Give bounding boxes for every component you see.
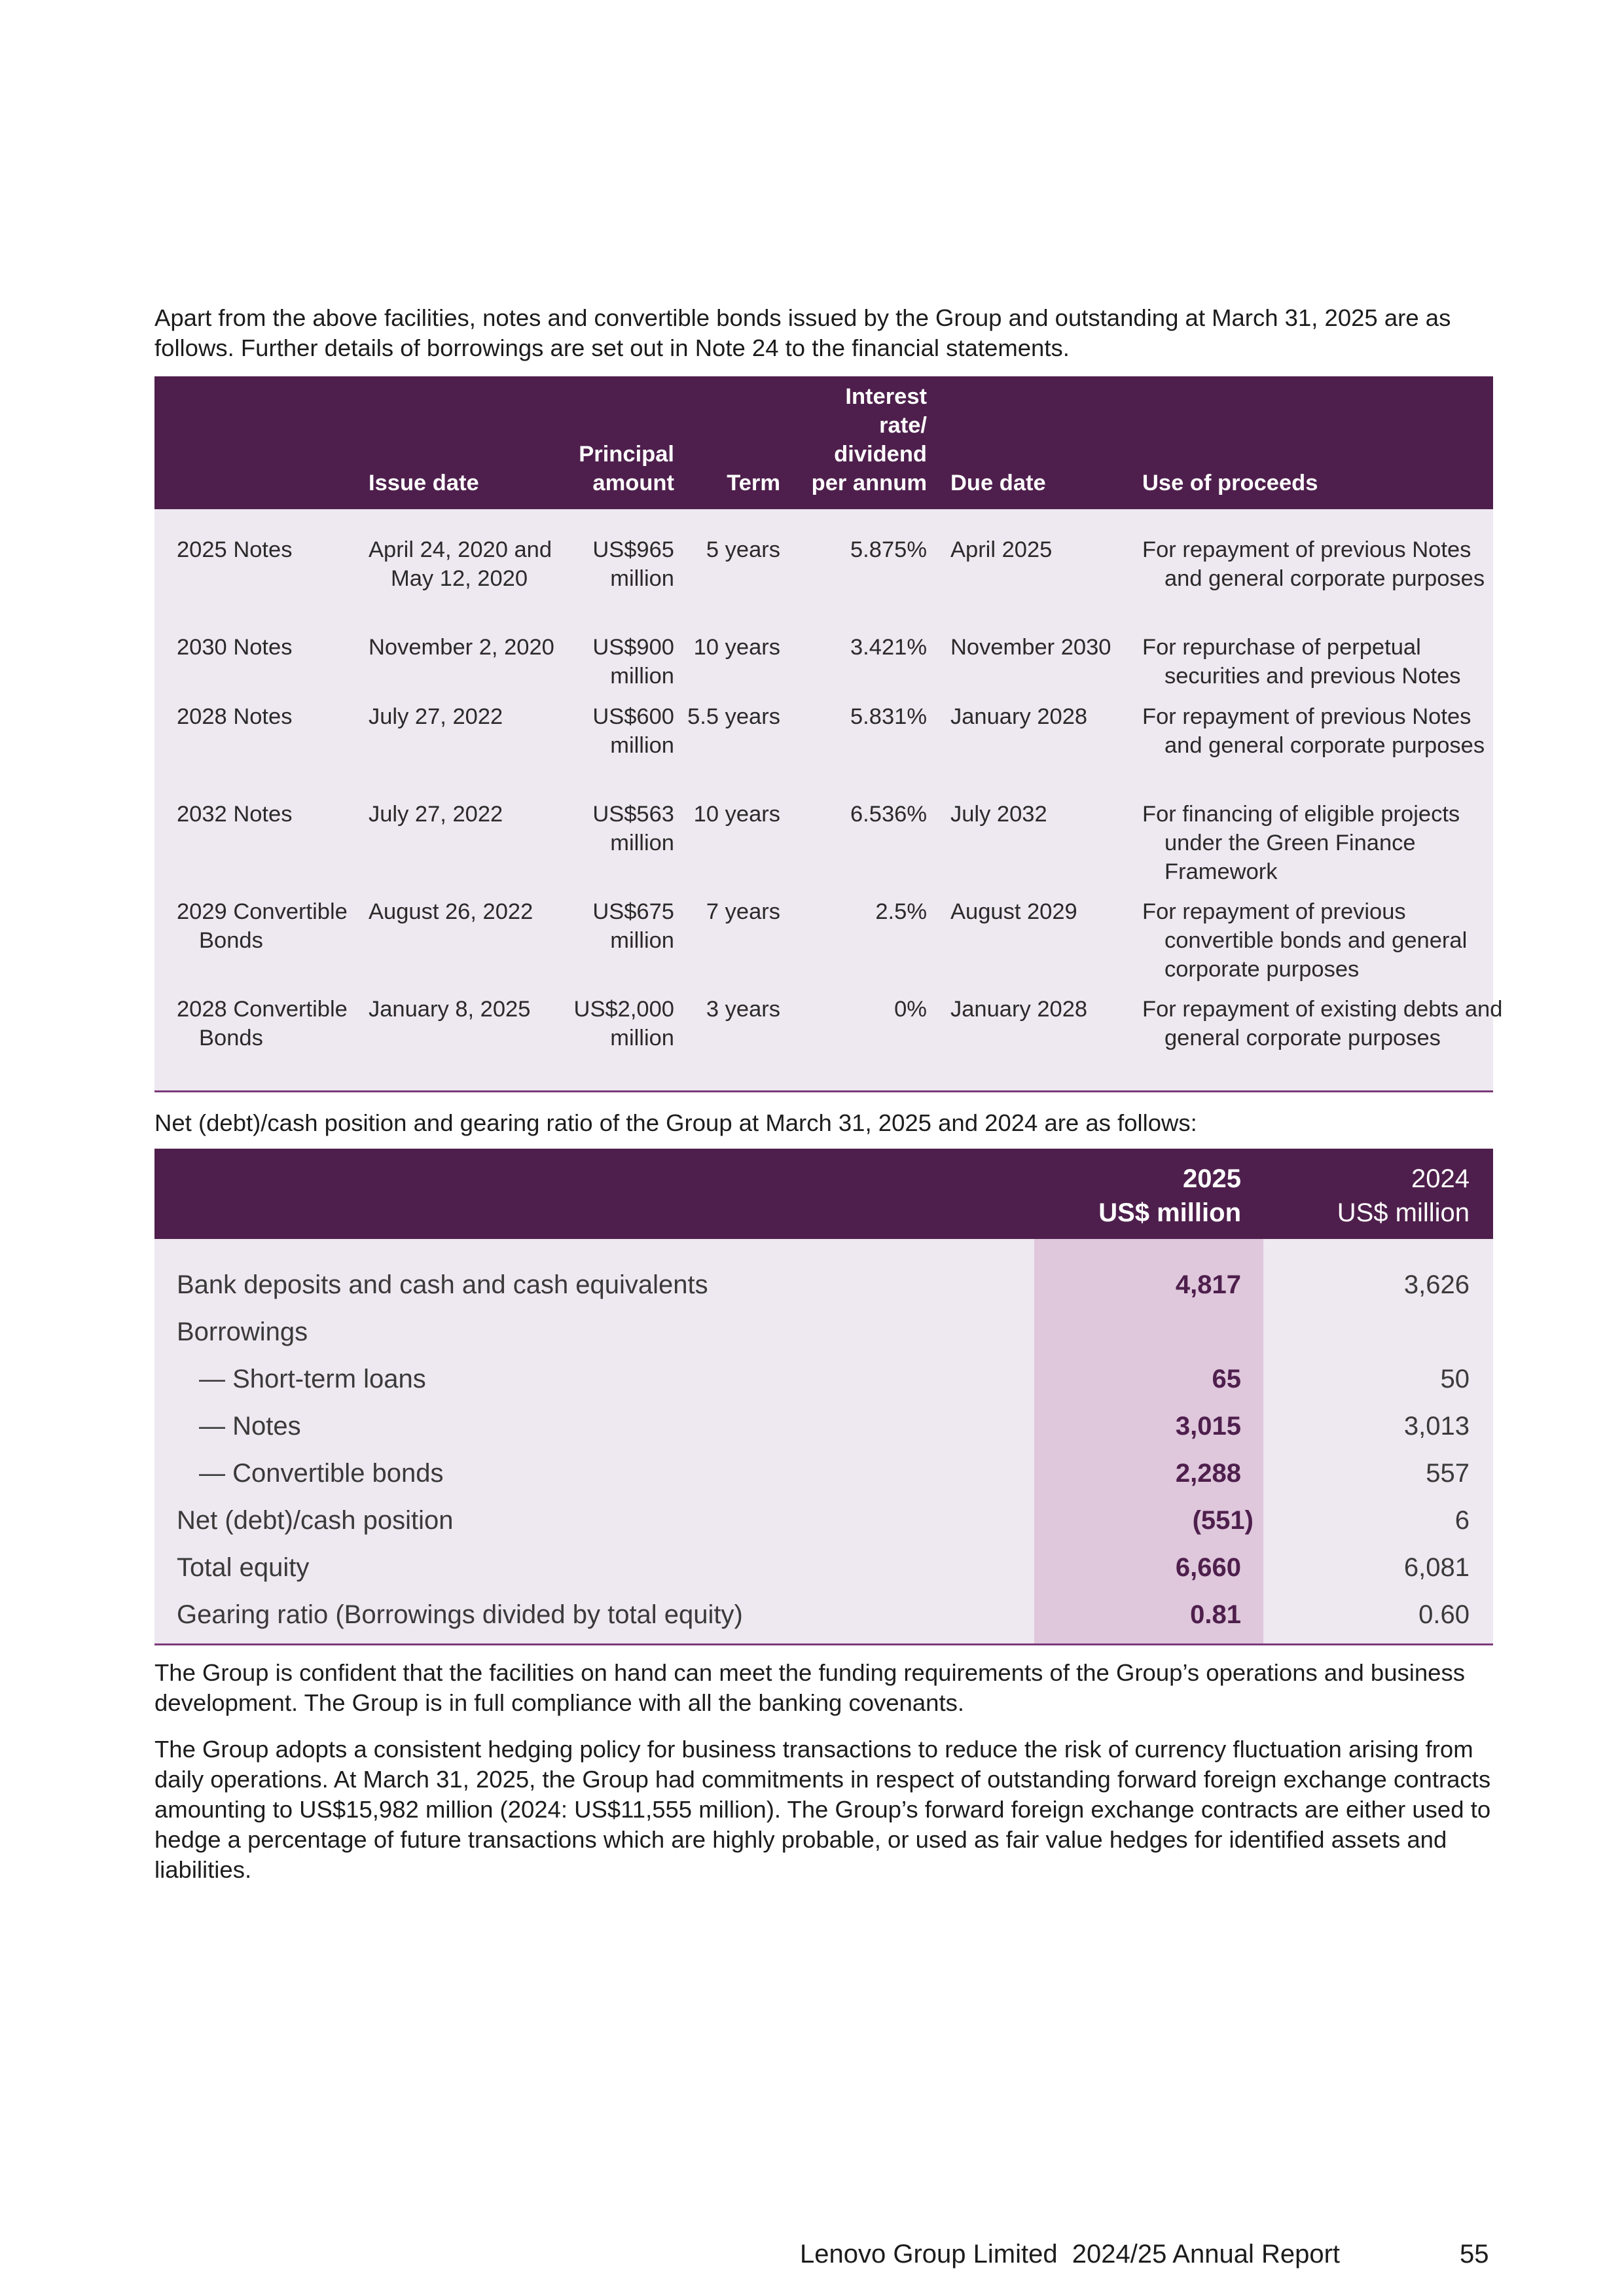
principal-amount: US$600 million [592,704,674,758]
due-date: July 2032 [950,802,1047,827]
due-date: November 2030 [950,635,1111,660]
table-row [154,1355,1493,1403]
term: 3 years [706,997,780,1022]
note-name: 2025 Notes [177,537,293,562]
gearing-table [154,1149,1493,1645]
header-term: Term [727,471,780,495]
term: 5.5 years [687,704,780,729]
principal-amount: US$900 million [592,635,674,689]
value-2025: 0.81 [1190,1600,1241,1629]
hedging-paragraph: The Group adopts a consistent hedging policy for business transactions to reduce the risk of currency fluctuation arising from daily operations. At March 31, 2025, the Group had commitments in respect of outstanding forward foreign exchange contracts amounting to US$15,982 million (2024: US$11,555 million). The Group’s forward foreign exchange contracts are either used to hedge a percentage of future transactions which are highly probable, or used as fair value hedges for identified assets and liabilities. [154,1736,1491,1883]
value-2025: (551) [1192,1506,1254,1535]
due-date: January 2028 [950,704,1088,729]
header-due-date: Due date [950,471,1046,495]
value-2024: 557 [1426,1459,1470,1488]
header-2025: 2025 US$ million [1098,1164,1241,1227]
table-row [154,1450,1493,1497]
principal-amount: US$965 million [592,537,674,591]
table-row [154,1497,1493,1544]
use-of-proceeds: For financing of eligible projects under the Green Finance Framework [1142,802,1460,884]
issue-date: July 27, 2022 [369,802,503,827]
due-date: April 2025 [950,537,1053,562]
note-name: 2028 Notes [177,704,293,729]
term: 7 years [706,899,780,924]
row-label: Net (debt)/cash position [177,1506,454,1535]
table-row [154,1261,1493,1308]
row-label: — Convertible bonds [199,1459,444,1488]
table-row [154,1544,1493,1591]
value-2025: 3,015 [1175,1412,1241,1441]
value-2024: 0.60 [1418,1600,1470,1629]
use-of-proceeds: For repayment of previous convertible bonds and general corporate purposes [1142,899,1468,982]
issue-date: August 26, 2022 [369,899,533,924]
value-2025: 2,288 [1175,1459,1241,1488]
page-number: 55 [1460,2240,1489,2269]
due-date: January 2028 [950,997,1088,1022]
value-2024: 6,081 [1403,1553,1470,1582]
table-row [154,1591,1493,1638]
table-row [154,1308,1493,1355]
gearing-table-header [154,1149,1493,1239]
issue-date: April 24, 2020 and May 12, 2020 [369,537,552,591]
net-position-intro: Net (debt)/cash position and gearing ratio of the Group at March 31, 2025 and 2024 are as follows: [154,1109,1197,1136]
use-of-proceeds: For repayment of previous Notes and general corporate purposes [1142,704,1485,758]
interest-rate: 5.875% [850,537,927,562]
value-2025: 4,817 [1175,1270,1241,1299]
term: 10 years [693,635,780,660]
issue-date: January 8, 2025 [369,997,531,1022]
use-of-proceeds: For repurchase of perpetual securities and previous Notes [1142,635,1461,689]
value-2025: 65 [1212,1365,1241,1393]
term: 10 years [693,802,780,827]
row-label: Bank deposits and cash and cash equivalents [177,1270,708,1299]
header-interest-rate: Interest rate/ dividend per annum [811,384,927,495]
issue-date: November 2, 2020 [369,635,554,660]
gearing-table-body [154,1239,1493,1645]
note-name: 2028 Convertible Bonds [177,997,348,1050]
row-label: — Notes [199,1412,301,1441]
principal-amount: US$2,000 million [573,997,674,1050]
interest-rate: 2.5% [875,899,927,924]
issue-date: July 27, 2022 [369,704,503,729]
value-2024: 3,626 [1403,1270,1470,1299]
value-2024: 50 [1440,1365,1470,1393]
principal-amount: US$675 million [592,899,674,953]
row-label: Borrowings [177,1318,308,1346]
row-label: — Short-term loans [199,1365,426,1393]
interest-rate: 6.536% [850,802,927,827]
term: 5 years [706,537,780,562]
header-2024: 2024 US$ million [1337,1164,1470,1227]
note-name: 2032 Notes [177,802,293,827]
header-issue-date: Issue date [369,471,479,495]
notes-table-body [154,509,1503,1092]
interest-rate: 3.421% [850,635,927,660]
use-of-proceeds: For repayment of previous Notes and general corporate purposes [1142,537,1485,591]
table-row [154,1403,1493,1450]
intro-paragraph: Apart from the above facilities, notes and convertible bonds issued by the Group and outstanding at March 31, 2025 are as follows. Further details of borrowings are set out in Note 24 to the financial statements. [154,304,1451,361]
value-2025: 6,660 [1175,1553,1241,1582]
due-date: August 2029 [950,899,1077,924]
value-2024: 6 [1454,1506,1470,1535]
header-use-of-proceeds: Use of proceeds [1142,471,1318,495]
interest-rate: 5.831% [850,704,927,729]
note-name: 2029 Convertible Bonds [177,899,348,953]
principal-amount: US$563 million [592,802,674,855]
notes-table [154,376,1503,1092]
row-label: Gearing ratio (Borrowings divided by total equity) [177,1600,743,1629]
value-2024: 3,013 [1403,1412,1470,1441]
notes-table-header [154,376,1493,509]
note-name: 2030 Notes [177,635,293,660]
use-of-proceeds: For repayment of existing debts and general corporate purposes [1142,997,1503,1050]
interest-rate: 0% [894,997,927,1022]
header-principal-amount: Principal amount [579,442,674,495]
row-label: Total equity [177,1553,310,1582]
footer-report-title: Lenovo Group Limited 2024/25 Annual Report [800,2240,1341,2269]
confidence-paragraph: The Group is confident that the facilities on hand can meet the funding requirements of the Group’s operations and business development. The Group is in full compliance with all the banking covenants. [154,1659,1465,1716]
